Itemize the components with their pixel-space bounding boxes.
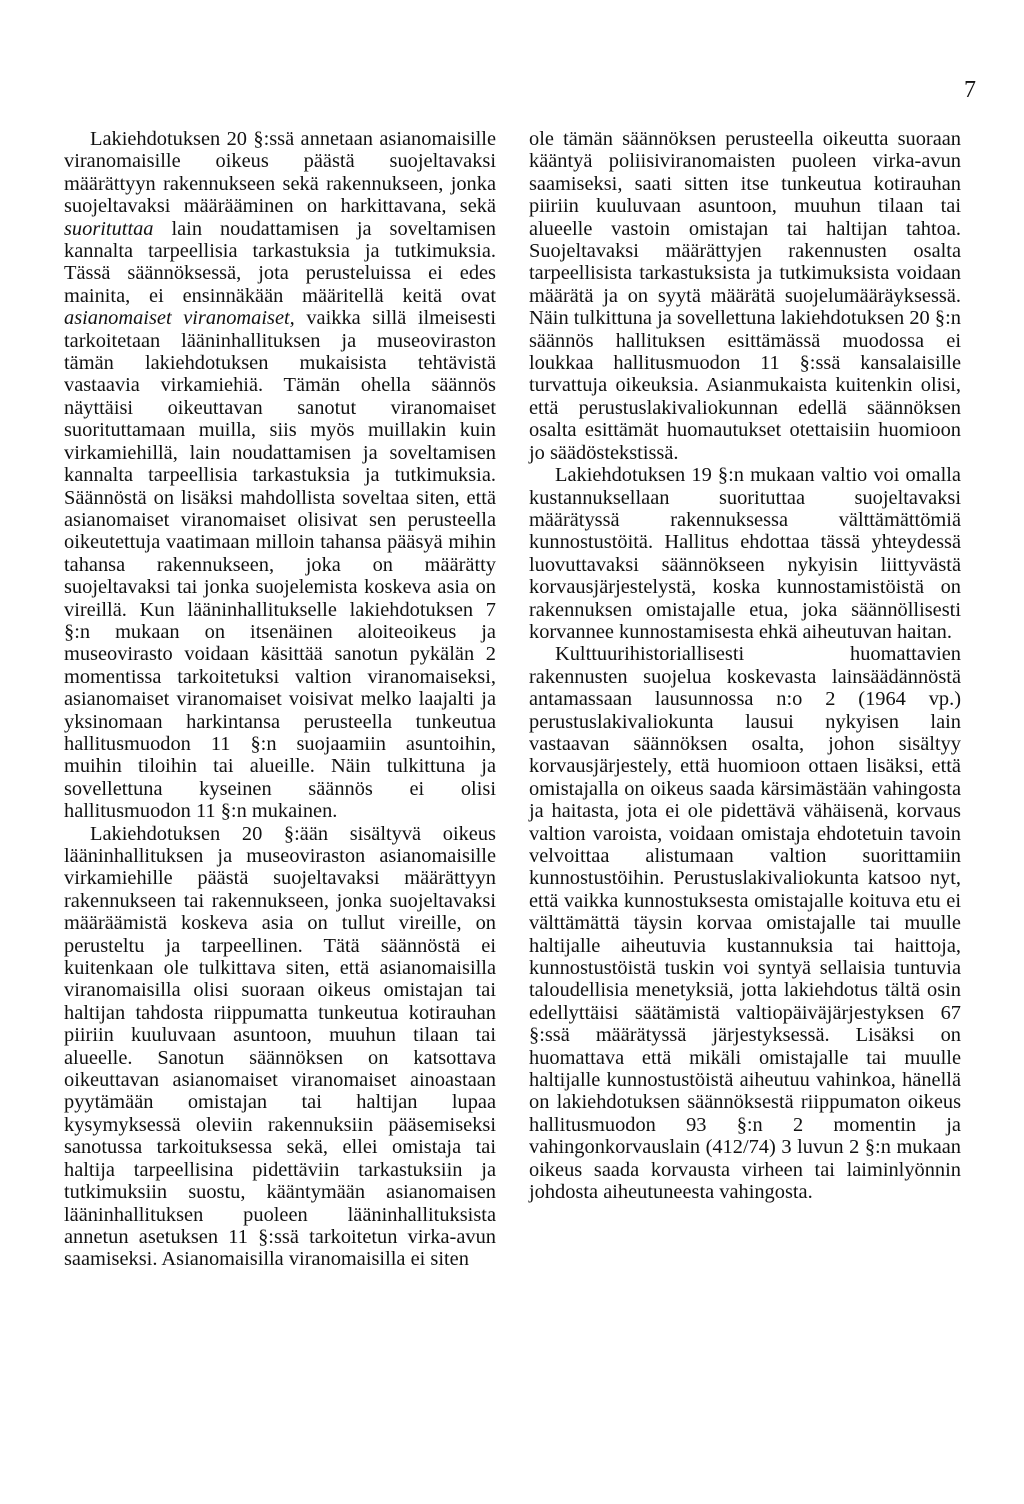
left-p1-text-a: Lakiehdotuksen 20 §:ssä annetaan asianomaisille viranomaisille oikeus päästä suojeltavaksi määrättyyn rakennukseen sekä rakennukseen, jonka suojeltavaksi määrääminen on harkittavana, sekä [64,128,496,218]
right-paragraph-1: ole tämän säännöksen perusteella oikeutta suoraan kääntyä poliisiviranomaisten puoleen virka-avun saamiseksi, saati sitten itse tunkeutua kotirauhan piiriin kuuluvaan asuntoon, muuhun tilaan tai alueelle vastoin omistajan tai haltijan tahtoa. Suojeltavaksi määrättyjen rakennusten osalta tarpeellisista tarkastuksista ja tutkimuksista voidaan määrätä ja on syytä määrätä suojelumääräyksessä. Näin tulkittuna ja sovellettuna lakiehdotuksen 20 §:n säännös hallituksen esittämässä muodossa ei loukkaa hallitusmuodon 11 §:ssä kansalaisille turvattuja oikeuksia. Asianmukaista kuitenkin olisi, että perustuslakivaliokunnan edellä säännöksen osalta esittämät huomautukset otettaisiin huomioon jo säädöstekstissä. [529,128,961,464]
left-paragraph-2: Lakiehdotuksen 20 §:ään sisältyvä oikeus lääninhallituksen ja museoviraston asianomaisille virkamiehille päästä suojeltavaksi määrättyyn rakennukseen tai rakennukseen, jonka suojeltavaksi määräämistä koskeva asia on tullut vireille, on perusteltu ja tarpeellinen. Tätä säännöstä ei kuitenkaan ole tulkittava siten, että asianomaisilla viranomaisilla olisi suoraan oikeus omistajan tai haltijan tahdosta riippumatta tunkeutua kotirauhan piiriin kuuluvaan asuntoon, muuhun tilaan tai alueelle. Sanotun säännöksen on katsottava oikeuttavan asianomaiset viranomaiset ainoastaan pyytämään omistajan tai haltijan lupaa kysymyksessä oleviin rakennuksiin pääsemiseksi sanotussa tarkoituksessa sekä, ellei omistaja tai haltija tarpeellisina pidettäviin tarkastuksiin ja tutkimuksiin suostu, kääntymään asianomaisen lääninhallituksen puoleen lääninhallituksista annetun asetuksen 11 §:ssä tarkoitetun virka-avun saamiseksi. Asianomaisilla viranomaisilla ei siten [64,822,496,1271]
page-number: 7 [964,77,976,103]
right-column [529,128,961,1204]
left-p1-text-e: vaikka sillä ilmeisesti tarkoitetaan lääninhallituksen ja museoviraston tämän lakiehdotuksen mukaisista tehtävistä vastaavia virkamiehiä. Tämän ohella säännös näyttäisi oikeuttavan sanotut viranomaiset suorituttamaan muilla, siis myös muillakin kuin virkamiehillä, lain noudattamisen ja soveltamisen kannalta tarpeellisia tarkastuksia ja tutkimuksia. Säännöstä on lisäksi mahdollista soveltaa siten, että asianomaiset viranomaiset olisivat sen perusteella oikeutettuja vaatimaan milloin tahansa pääsyä mihin tahansa rakennukseen, joka on määrätty suojeltavaksi tai jonka suojelemista koskeva asia on vireillä. Kun lääninhallitukselle lakiehdotuksen 7 §:n mukaan on itsenäinen aloiteoikeus ja museovirasto voidaan käsittää sanotun pykälän 2 momentissa tarkoitetuksi valtion viranomaiseksi, asianomaiset viranomaiset voisivat melko laajalti ja yksinomaan harkintansa perusteella tunkeutua hallitusmuodon 11 §:n suojaamiin asuntoihin, muihin tiloihin tai alueille. Näin tulkittuna ja sovellettuna kyseinen säännös ei olisi hallitusmuodon 11 §:n mukainen. [64,307,496,823]
left-paragraph-1 [64,128,496,823]
left-p1-text-c: lain noudattamisen ja soveltamisen kannalta tarpeellisia tarkastuksia ja tutkimuksia. Tässä säännöksessä, jota perusteluissa ei edes mainita, ei ensinnäkään määritellä keitä ovat [64,217,496,307]
right-paragraph-3: Kulttuurihistoriallisesti huomattavien rakennusten suojelua koskevasta lainsäädännöstä antamassaan lausunnossa n:o 2 (1964 vp.) perustuslakivaliokunta lausui nykyisen lain vastaavan säännöksen osalta, johon sisältyy korvausjärjestely, että huomioon ottaen lisäksi, että omistajalla on oikeus saada kärsimästään vahingosta ja haitasta, jota ei ole pidettävä vähäisenä, korvaus valtion varoista, voidaan omistaja ehdotetuin tavoin velvoittaa alistumaan valtion suorittamiin kunnostustöihin. Perustuslakivaliokunta katsoo nyt, että vaikka kunnostuksesta omistajalle koituva etu ei välttämättä täysin korvaa omistajalle tai muulle haltijalle aiheutuvia kustannuksia tai haittoja, kunnostustöistä tuskin voi syntyä sellaisia tuntuvia taloudellisia menetyksiä, jotta lakiehdotus tältä osin edellyttäisi säätämistä valtiopäiväjärjestyksen 67 §:ssä määrätyssä järjestyksessä. Lisäksi on huomattava että mikäli omistajalle tai muulle haltijalle kunnostustöistä aiheutuu vahinkoa, hänellä on lakiehdotuksen säännöksestä riippumaton oikeus hallitusmuodon 93 §:n 2 momentin ja vahingonkorvauslain (412/74) 3 luvun 2 §:n mukaan oikeus saada korvausta virheen tai laiminlyönnin johdosta aiheutuneesta vahingosta. [529,643,961,1204]
right-paragraph-2: Lakiehdotuksen 19 §:n mukaan valtio voi omalla kustannuksellaan suorituttaa suojeltavaksi määrätyssä rakennuksessa välttämättömiä kunnostustöitä. Hallitus ehdottaa tässä yhteydessä luovuttavaksi säännökseen nykyisin liittyvästä korvausjärjestelystä, koska kunnostamistöistä on rakennuksen omistajalle etua, joka säännöllisesti korvannee kunnostamisesta ehkä aiheutuvan haitan. [529,464,961,643]
left-p1-italic-term-2: asianomaiset viranomaiset, [64,307,295,330]
left-p1-italic-term-1: suorituttaa [64,217,154,240]
left-column [64,128,496,1271]
